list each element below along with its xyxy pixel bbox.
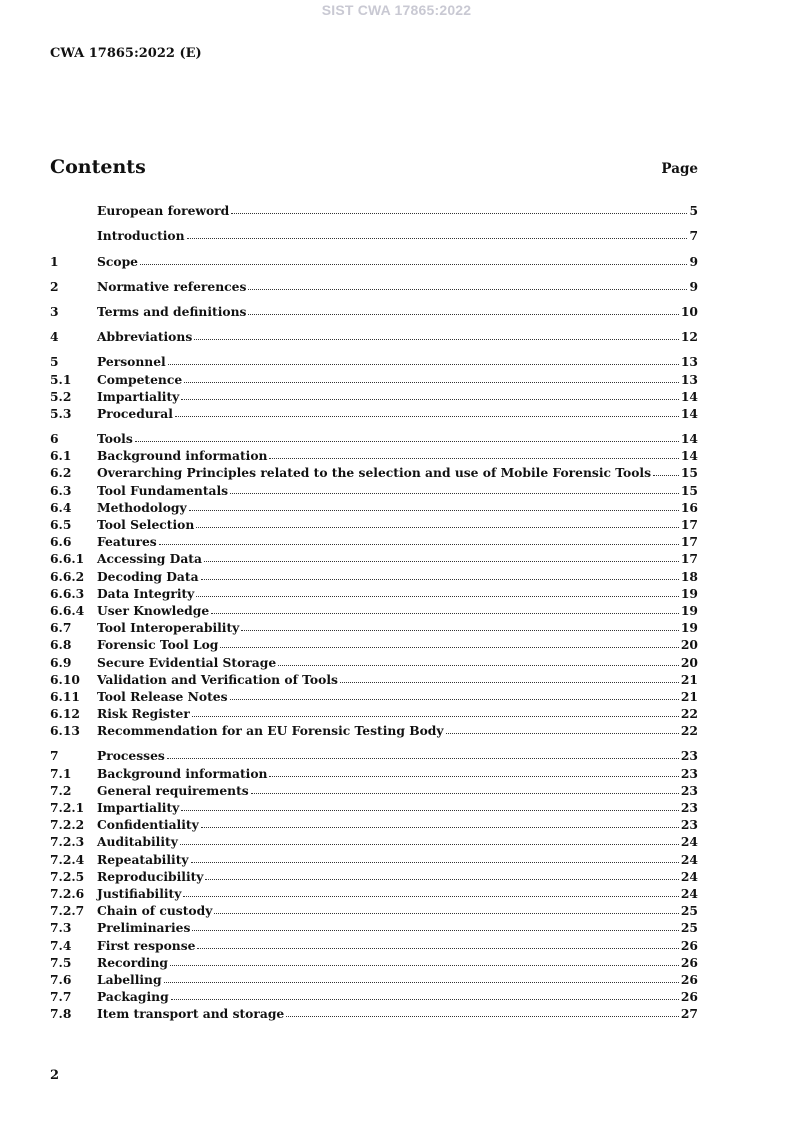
toc-group — [50, 302, 698, 319]
toc-entry-number: 6 — [50, 431, 59, 447]
toc-entry-number: 7.4 — [50, 937, 72, 953]
dot-leader — [340, 682, 679, 683]
dot-leader — [187, 238, 688, 239]
toc-entry-page: 17 — [680, 517, 698, 532]
toc-entry[interactable] — [50, 815, 698, 832]
toc-entry-title: Abbreviations — [97, 329, 193, 345]
dot-leader — [251, 793, 679, 794]
toc-entry[interactable] — [50, 652, 698, 669]
toc-entry-page: 23 — [680, 765, 698, 781]
toc-entry-page: 23 — [680, 817, 698, 833]
dot-leader — [269, 458, 678, 459]
toc-entry-number: 6.11 — [50, 688, 80, 704]
toc-entry-title: Scope — [97, 253, 138, 269]
dot-leader — [201, 827, 679, 828]
dot-leader — [164, 982, 679, 983]
toc-group — [50, 352, 698, 421]
toc-entry-number: 7.2.2 — [50, 817, 85, 833]
toc-entry[interactable] — [50, 935, 698, 952]
toc-entry[interactable] — [50, 798, 698, 815]
toc-entry-page: 20 — [680, 637, 698, 653]
toc-group — [50, 251, 698, 268]
dot-leader — [140, 264, 687, 265]
toc-entry-page: 27 — [680, 1006, 698, 1022]
toc-entry-title: Decoding Data — [97, 568, 199, 584]
toc-group — [50, 429, 698, 738]
toc-entry[interactable] — [50, 352, 698, 369]
toc-entry-title: Repeatability — [97, 851, 189, 867]
toc-entry[interactable] — [50, 884, 698, 901]
toc-entry[interactable] — [50, 201, 698, 218]
toc-entry-page: 14 — [680, 405, 698, 421]
toc-entry[interactable] — [50, 327, 698, 344]
toc-entry-number: 7.2.7 — [50, 903, 85, 919]
toc-entry-number: 7.2.4 — [50, 851, 85, 867]
toc-entry[interactable] — [50, 549, 698, 566]
toc-entry-title: Background information — [97, 448, 268, 464]
toc-entry-number: 4 — [50, 329, 59, 345]
toc-entry-title: Labelling — [97, 971, 162, 987]
toc-entry-number: 7.5 — [50, 954, 72, 970]
dot-leader — [168, 364, 679, 365]
toc-entry-title: Recording — [97, 954, 169, 970]
toc-entry-page: 23 — [680, 748, 698, 764]
toc-entry-title: Forensic Tool Log — [97, 637, 219, 653]
toc-entry-page: 19 — [680, 602, 698, 618]
dot-leader — [175, 416, 679, 417]
toc-entry-title: Impartiality — [97, 388, 180, 404]
toc-entry-number: 6.6.1 — [50, 551, 85, 567]
toc-entry-title: Tool Release Notes — [97, 688, 228, 704]
dot-leader — [214, 913, 679, 914]
toc-entry-title: Personnel — [97, 354, 166, 370]
toc-entry-page: 14 — [680, 448, 698, 464]
toc-entry-page: 14 — [680, 388, 698, 404]
toc-entry-number: 6.8 — [50, 637, 72, 653]
toc-entry[interactable] — [50, 781, 698, 798]
toc-entry-number: 7.2.5 — [50, 868, 85, 884]
toc-entry[interactable] — [50, 832, 698, 849]
toc-entry-title: Features — [97, 534, 157, 550]
toc-entry-page: 25 — [680, 903, 698, 919]
toc-entry-page: 15 — [680, 482, 698, 498]
toc-entry[interactable] — [50, 867, 698, 884]
dot-leader — [181, 399, 679, 400]
dot-leader — [135, 441, 679, 442]
toc-entry-number: 6.6.3 — [50, 585, 85, 601]
toc-entry-number: 6.6.4 — [50, 602, 85, 618]
dot-leader — [446, 733, 679, 734]
toc-entry-page: 22 — [680, 723, 698, 739]
dot-leader — [192, 930, 678, 931]
toc-entry-title: Tools — [97, 431, 133, 447]
toc-entry-number: 7.2.6 — [50, 885, 85, 901]
footer-page-number: 2 — [50, 1068, 60, 1083]
toc-entry-page: 22 — [680, 706, 698, 722]
dot-leader — [211, 613, 679, 614]
toc-entry-title: European foreword — [97, 203, 230, 219]
toc-entry-page: 16 — [680, 499, 698, 515]
toc-entry-number: 2 — [50, 278, 59, 294]
toc-entry-page: 9 — [689, 278, 698, 294]
toc-entry-number: 6.2 — [50, 465, 72, 481]
toc-group — [50, 327, 698, 344]
dot-leader — [196, 527, 679, 528]
toc-entry-number: 7.7 — [50, 989, 72, 1005]
dot-leader — [230, 493, 679, 494]
dot-leader — [194, 339, 679, 340]
toc-entry-title: Secure Evidential Storage — [97, 654, 277, 670]
toc-entry[interactable] — [50, 251, 698, 268]
toc-entry[interactable] — [50, 721, 698, 738]
dot-leader — [278, 665, 679, 666]
toc-entry-number: 6.5 — [50, 517, 72, 532]
toc-entry-number: 7.2.3 — [50, 834, 85, 850]
table-of-contents — [50, 201, 698, 1029]
toc-entry-number: 6.6.2 — [50, 568, 85, 584]
toc-entry-title: Introduction — [97, 228, 185, 244]
dot-leader — [183, 896, 678, 897]
toc-entry[interactable] — [50, 302, 698, 319]
toc-entry-title: User Knowledge — [97, 602, 210, 618]
dot-leader — [180, 844, 679, 845]
toc-entry-number: 6.3 — [50, 482, 72, 498]
toc-entry-title: Methodology — [97, 499, 187, 515]
toc-entry-page: 23 — [680, 782, 698, 798]
toc-entry-page: 24 — [680, 885, 698, 901]
toc-entry-title: Tool Interoperability — [97, 620, 240, 636]
toc-entry-number: 6.6 — [50, 534, 72, 550]
toc-entry-page: 21 — [680, 671, 698, 687]
toc-entry-title: Justifiability — [97, 885, 182, 901]
toc-entry-title: Packaging — [97, 989, 169, 1005]
toc-entry[interactable] — [50, 918, 698, 935]
toc-entry-number: 6.7 — [50, 620, 72, 636]
toc-entry[interactable] — [50, 704, 698, 721]
toc-entry-title: Risk Register — [97, 706, 190, 722]
toc-entry[interactable] — [50, 746, 698, 763]
dot-leader — [191, 862, 679, 863]
toc-entry-page: 13 — [680, 371, 698, 387]
toc-entry-page: 17 — [680, 534, 698, 550]
toc-entry-number: 6.9 — [50, 654, 72, 670]
toc-group — [50, 277, 698, 294]
page-column-heading: Page — [661, 161, 698, 177]
toc-entry[interactable] — [50, 463, 698, 480]
toc-entry-page: 14 — [680, 431, 698, 447]
toc-entry-number: 7.2.1 — [50, 800, 85, 815]
dot-leader — [248, 289, 687, 290]
toc-entry-title: Data Integrity — [97, 585, 195, 601]
dot-leader — [192, 716, 679, 717]
toc-entry-title: Item transport and storage — [97, 1006, 285, 1022]
toc-entry[interactable] — [50, 901, 698, 918]
toc-entry-page: 5 — [689, 203, 698, 219]
toc-entry-title: Tool Fundamentals — [97, 482, 229, 498]
toc-entry-number: 7 — [50, 748, 59, 764]
dot-leader — [231, 213, 687, 214]
toc-entry-page: 19 — [680, 585, 698, 601]
toc-entry-title: Auditability — [97, 834, 178, 850]
toc-entry-title: Overarching Principles related to the selection and use of Mobile Forensic Tools — [97, 465, 652, 481]
toc-entry-page: 7 — [689, 228, 698, 244]
toc-entry-page: 9 — [689, 253, 698, 269]
toc-entry-number: 5.2 — [50, 388, 72, 404]
toc-entry-title: Tool Selection — [97, 517, 195, 532]
toc-entry[interactable] — [50, 429, 698, 446]
toc-entry[interactable] — [50, 369, 698, 386]
toc-entry-number: 3 — [50, 303, 59, 319]
dot-leader — [189, 510, 679, 511]
toc-entry-page: 24 — [680, 851, 698, 867]
toc-entry-number: 7.1 — [50, 765, 72, 781]
dot-leader — [220, 647, 678, 648]
dot-leader — [653, 475, 679, 476]
toc-entry[interactable] — [50, 446, 698, 463]
dot-leader — [204, 561, 679, 562]
toc-entry[interactable] — [50, 584, 698, 601]
toc-entry-title: Normative references — [97, 278, 247, 294]
dot-leader — [181, 810, 679, 811]
toc-entry-title: First response — [97, 937, 196, 953]
toc-entry[interactable] — [50, 515, 698, 532]
toc-entry-page: 26 — [680, 954, 698, 970]
toc-entry-page: 15 — [680, 465, 698, 481]
dot-leader — [170, 965, 679, 966]
dot-leader — [171, 999, 679, 1000]
toc-entry[interactable] — [50, 687, 698, 704]
toc-entry-title: Validation and Verification of Tools — [97, 671, 338, 687]
dot-leader — [196, 596, 679, 597]
toc-entry[interactable] — [50, 670, 698, 687]
dot-leader — [201, 579, 679, 580]
toc-group — [50, 226, 698, 243]
watermark: SIST CWA 17865:2022 — [321, 2, 472, 18]
toc-entry-number: 7.3 — [50, 920, 72, 936]
toc-entry-page: 26 — [680, 989, 698, 1005]
contents-heading: Contents — [50, 156, 146, 178]
toc-entry-title: Terms and definitions — [97, 303, 247, 319]
toc-entry-title: Preliminaries — [97, 920, 191, 936]
dot-leader — [241, 630, 679, 631]
toc-entry-number: 7.2 — [50, 782, 72, 798]
toc-entry-page: 26 — [680, 971, 698, 987]
dot-leader — [167, 758, 679, 759]
toc-entry-page: 21 — [680, 688, 698, 704]
toc-entry-number: 5.3 — [50, 405, 72, 421]
dot-leader — [248, 314, 678, 315]
dot-leader — [269, 776, 678, 777]
toc-entry-title: Reproducibility — [97, 868, 204, 884]
toc-entry-page: 17 — [680, 551, 698, 567]
toc-entry-page: 25 — [680, 920, 698, 936]
toc-entry[interactable] — [50, 618, 698, 635]
toc-entry-title: Accessing Data — [97, 551, 202, 567]
toc-entry-title: Competence — [97, 371, 183, 387]
toc-entry-number: 5 — [50, 354, 59, 370]
toc-entry-number: 1 — [50, 253, 59, 269]
toc-entry-number: 7.6 — [50, 971, 72, 987]
toc-entry-page: 24 — [680, 868, 698, 884]
dot-leader — [159, 544, 679, 545]
toc-entry-page: 23 — [680, 800, 698, 815]
toc-entry[interactable] — [50, 387, 698, 404]
toc-entry[interactable] — [50, 226, 698, 243]
toc-entry-page: 13 — [680, 354, 698, 370]
toc-entry[interactable] — [50, 532, 698, 549]
toc-group — [50, 746, 698, 1021]
toc-entry-title: Recommendation for an EU Forensic Testing Body — [97, 723, 444, 739]
toc-entry-title: Chain of custody — [97, 903, 213, 919]
toc-entry[interactable] — [50, 970, 698, 987]
toc-entry[interactable] — [50, 635, 698, 652]
toc-entry-title: Processes — [97, 748, 165, 764]
dot-leader — [286, 1016, 679, 1017]
toc-entry-number: 6.13 — [50, 723, 80, 739]
toc-entry-page: 20 — [680, 654, 698, 670]
document-id: CWA 17865:2022 (E) — [50, 46, 202, 61]
toc-entry-number: 6.1 — [50, 448, 72, 464]
toc-entry-number: 7.8 — [50, 1006, 72, 1022]
toc-entry[interactable] — [50, 849, 698, 866]
dot-leader — [205, 879, 678, 880]
toc-entry-title: Background information — [97, 765, 268, 781]
toc-entry[interactable] — [50, 987, 698, 1004]
toc-entry[interactable] — [50, 566, 698, 583]
toc-entry-number: 6.10 — [50, 671, 80, 687]
dot-leader — [197, 948, 678, 949]
toc-entry-number: 5.1 — [50, 371, 72, 387]
toc-entry[interactable] — [50, 277, 698, 294]
dot-leader — [184, 382, 679, 383]
toc-entry-number: 6.12 — [50, 706, 80, 722]
toc-entry-page: 18 — [680, 568, 698, 584]
toc-entry[interactable] — [50, 601, 698, 618]
toc-entry-title: Confidentiality — [97, 817, 199, 833]
toc-entry[interactable] — [50, 404, 698, 421]
toc-entry[interactable] — [50, 1004, 698, 1021]
toc-entry-page: 19 — [680, 620, 698, 636]
toc-entry[interactable] — [50, 480, 698, 497]
toc-entry-page: 24 — [680, 834, 698, 850]
toc-entry-title: General requirements — [97, 782, 249, 798]
toc-entry-title: Impartiality — [97, 800, 180, 815]
toc-entry-page: 12 — [680, 329, 698, 345]
toc-entry[interactable] — [50, 763, 698, 780]
toc-entry[interactable] — [50, 498, 698, 515]
toc-entry-number: 6.4 — [50, 499, 72, 515]
toc-entry-page: 10 — [680, 303, 698, 319]
toc-entry[interactable] — [50, 953, 698, 970]
toc-group — [50, 201, 698, 218]
toc-entry-page: 26 — [680, 937, 698, 953]
dot-leader — [230, 699, 679, 700]
toc-entry-title: Procedural — [97, 405, 173, 421]
